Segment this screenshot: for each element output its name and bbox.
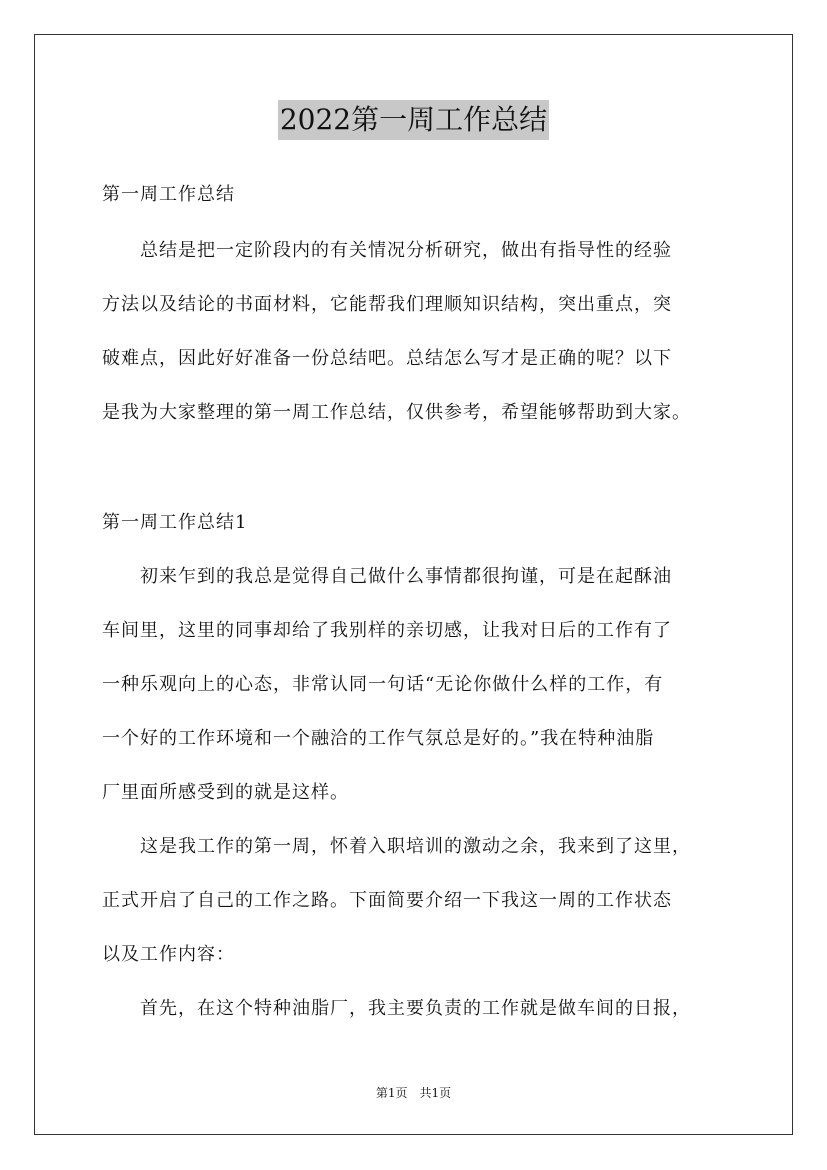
paragraph-line: 是我为大家整理的第一周工作总结，仅供参考，希望能够帮助到大家。 xyxy=(102,402,691,423)
paragraph-line: 首先，在这个特种油脂厂，我主要负责的工作就是做车间的日报， xyxy=(102,998,691,1019)
paragraph-line: 车间里，这里的同事却给了我别样的亲切感，让我对日后的工作有了 xyxy=(102,620,672,641)
paragraph-line: 一种乐观向上的心态，非常认同一句话“无论你做什么样的工作，有 xyxy=(102,674,664,695)
document-title: 2022第一周工作总结 xyxy=(278,100,549,140)
section-heading: 第一周工作总结1 xyxy=(102,512,248,533)
section-heading: 第一周工作总结 xyxy=(102,184,235,205)
paragraph-line: 以及工作内容： xyxy=(102,944,235,965)
paragraph-line: 厂里面所感受到的就是这样。 xyxy=(102,782,349,803)
page-number: 第1页 共1页 xyxy=(375,1086,452,1100)
paragraph-line: 方法以及结论的书面材料，它能帮我们理顺知识结构，突出重点，突 xyxy=(102,294,672,315)
paragraph-line: 一个好的工作环境和一个融洽的工作气氛总是好的。”我在特种油脂 xyxy=(102,728,655,749)
title-container xyxy=(0,100,827,140)
paragraph-line: 正式开启了自己的工作之路。下面简要介绍一下我这一周的工作状态 xyxy=(102,890,672,911)
paragraph-line: 这是我工作的第一周，怀着入职培训的激动之余，我来到了这里， xyxy=(102,836,691,857)
paragraph-line: 初来乍到的我总是觉得自己做什么事情都很拘谨，可是在起酥油 xyxy=(102,566,672,587)
page-footer xyxy=(0,1084,827,1101)
paragraph-line: 总结是把一定阶段内的有关情况分析研究，做出有指导性的经验 xyxy=(102,240,672,261)
paragraph-line: 破难点，因此好好准备一份总结吧。总结怎么写才是正确的呢？以下 xyxy=(102,348,672,369)
